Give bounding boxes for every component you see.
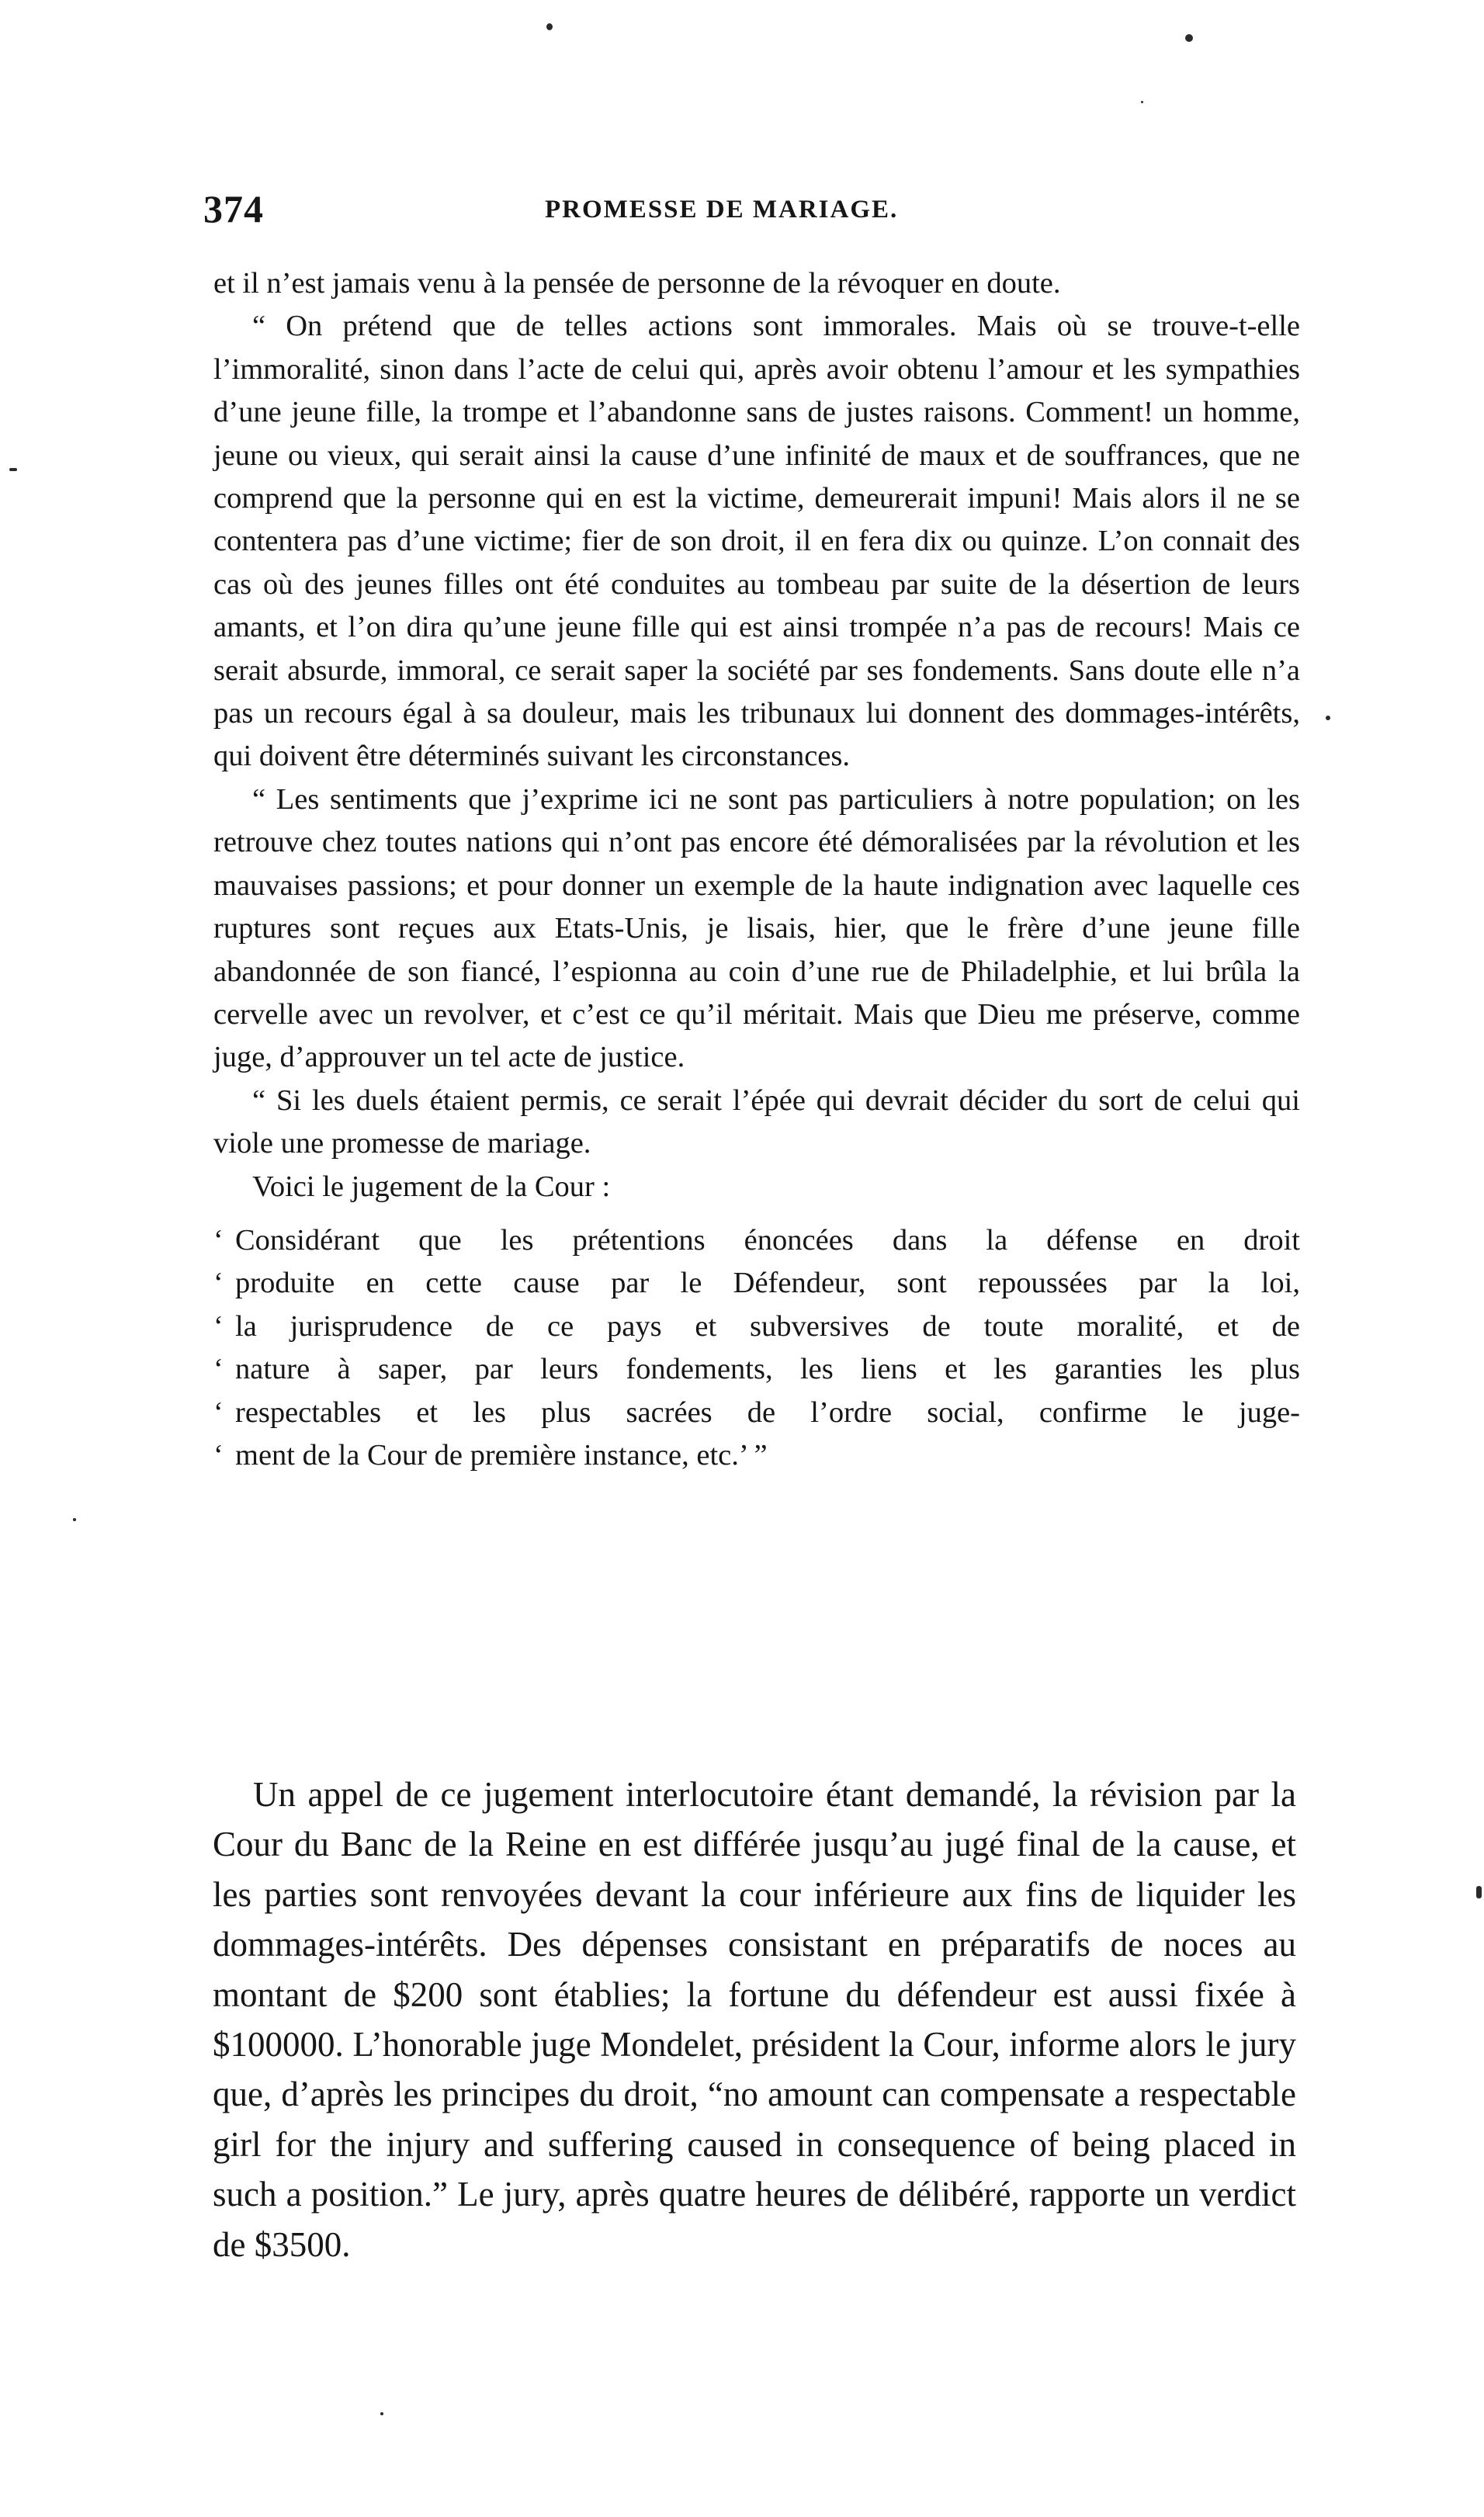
print-speck	[1141, 101, 1143, 103]
running-title: PROMESSE DE MARIAGE.	[545, 196, 899, 224]
quote-line	[213, 1434, 1300, 1477]
quoted-judgement-text	[213, 262, 1300, 1477]
print-speck	[380, 2412, 383, 2415]
print-speck	[546, 23, 553, 30]
quote-line-text: la jurisprudence de ce pays et subversives de toute moralité, et de	[235, 1309, 1300, 1343]
paragraph-duels: “ Si les duels étaient permis, ce serait l’épée qui devrait décider du sort de celui qui viole une promesse de mariage.	[213, 1083, 1300, 1160]
quote-line-text: Considérant que les prétentions énoncées dans la défense en droit	[235, 1223, 1300, 1257]
page-header	[203, 186, 1305, 241]
quote-mark: ‘	[213, 1309, 224, 1343]
quote-line-text: nature à saper, par leurs fondements, les liens et les garanties les plus	[235, 1353, 1300, 1386]
print-speck	[9, 468, 17, 471]
quote-mark: ‘	[213, 1267, 224, 1300]
quote-line	[213, 1305, 1300, 1348]
quote-line	[213, 1262, 1300, 1305]
quote-line	[213, 1392, 1300, 1434]
print-speck	[1185, 34, 1193, 42]
paragraph-appeal-verdict: Un appel de ce jugement interlocutoire étant demandé, la révision par la Cour du Banc de la Reine en est différée jusqu’au jugé final de la cause, et les parties sont renvoyées devant la cour inférieure aux fins de liquider les dommages-intérêts. Des dépenses consistant en préparatifs de noces au montant de $200 sont établies; la fortune du défendeur est aussi fixée à $100000. L’honorable juge Mondelet, président la Cour, informe alors le jury que, d’après les principes du droit, “no amount can compensate a respectable girl for the injury and suffering caused in consequence of being placed in such a position.” Le jury, après quatre heures de délibéré, rapporte un verdict de $3500.	[213, 1775, 1296, 2264]
quote-line	[213, 1348, 1300, 1391]
quote-line-text: respectables et les plus sacrées de l’ordre social, confirme le juge-	[235, 1395, 1300, 1429]
quote-mark: ‘	[213, 1438, 224, 1472]
quote-mark: ‘	[213, 1395, 224, 1429]
print-speck	[1326, 716, 1330, 720]
page-number: 374	[203, 187, 264, 231]
paragraph-sentiments: “ Les sentiments que j’exprime ici ne sont pas particuliers à notre population; on les retrouve chez toutes nations qui n’ont pas encore été démoralisées par la révolution et les mauvaises passions; et pour donner un exemple de la haute indignation avec laquelle ces ruptures sont reçues aux Etats-Unis, je lisais, hier, que le frère d’une jeune fille abandonnée de son fiancé, l’espionna au coin d’une rue de Philadelphie, et lui brûla la cervelle avec un revolver, et c’est ce qu’il méritait. Mais que Dieu me préserve, comme juge, d’approuver un tel acte de justice.	[213, 782, 1300, 1074]
narrative-text	[213, 1770, 1296, 2269]
paragraph-continuation: et il n’est jamais venu à la pensée de personne de la révoquer en doute.	[213, 267, 1061, 300]
quote-line-text: ment de la Cour de première instance, etc.’ ”	[235, 1438, 768, 1472]
paragraph-immorality: “ On prétend que de telles actions sont immorales. Mais où se trouve-t-elle l’immoralité, sinon dans l’acte de celui qui, après avoir obtenu l’amour et les sympathies d’une jeune fille, la trompe et l’abandonne sans de justes raisons. Comment! un homme, jeune ou vieux, qui serait ainsi la cause d’une infinité de maux et de souffrances, que ne comprend que la personne qui en est la victime, demeurerait impuni! Mais alors il ne se contentera pas d’une victime; fier de son droit, il en fera dix ou quinze. L’on connait des cas où des jeunes filles ont été conduites au tombeau par suite de la désertion de leurs amants, et l’on dira qu’une jeune fille qui est ainsi trompée n’a pas de recours! Mais ce serait absurde, immoral, ce serait saper la société par ses fondements. Sans doute elle n’a pas un recours égal à sa douleur, mais les tribunaux lui donnent des dommages-intérêts, qui doivent être déterminés suivant les circonstances.	[213, 310, 1300, 773]
print-speck	[1476, 1886, 1482, 1898]
judgement-intro: Voici le jugement de la Cour :	[252, 1170, 611, 1203]
quote-line	[213, 1219, 1300, 1262]
print-speck	[73, 1518, 76, 1521]
quote-line-text: produite en cette cause par le Défendeur, sont repoussées par la loi,	[235, 1267, 1300, 1300]
quote-mark: ‘	[213, 1353, 224, 1386]
quote-mark: ‘	[213, 1223, 224, 1257]
judgement-quote	[213, 1219, 1300, 1477]
